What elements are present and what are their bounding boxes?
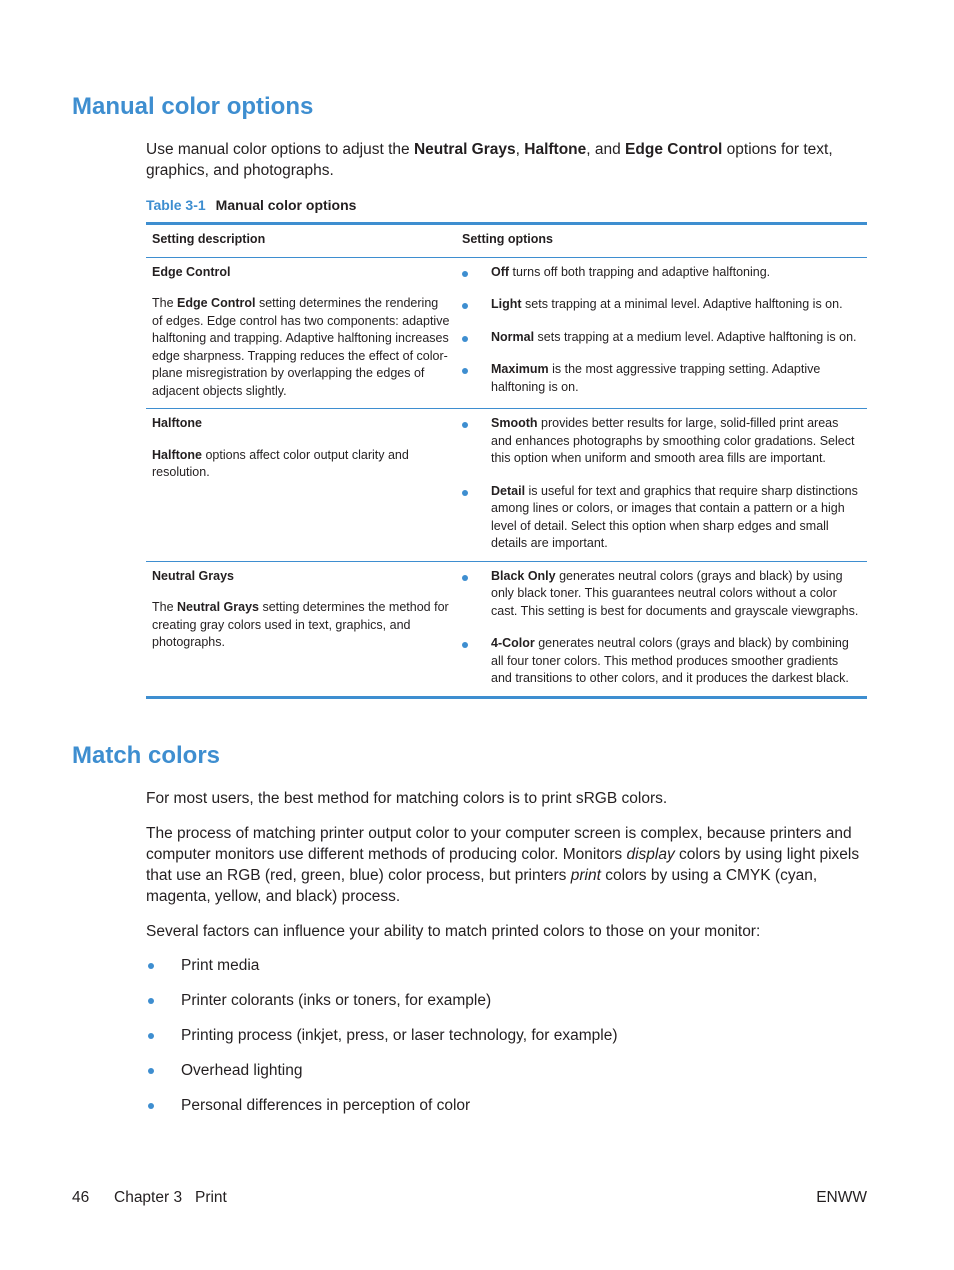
- setting-description: Halftone options affect color output clarity and resolution.: [152, 447, 409, 479]
- section-title-manual-color-options: Manual color options: [72, 93, 314, 120]
- option-item: 4-Color generates neutral colors (grays and black) by combining all four toner colors. This method produces smoother gradients and transitions to other colors, and it produces the darkest black.: [462, 635, 861, 688]
- options-list: [462, 568, 861, 688]
- option-item: Black Only generates neutral colors (grays and black) by using only black toner. This guarantees neutral colors without a color cast. This setting is best for documents and grayscale viewgraphs.: [462, 568, 861, 621]
- options-list: [462, 264, 861, 397]
- chapter-label: Chapter 3 Print: [114, 1189, 227, 1206]
- bullet-icon: [462, 368, 468, 374]
- bullet-icon: [148, 1033, 154, 1039]
- setting-options-cell: [456, 409, 867, 562]
- match-colors-paragraph-2: The process of matching printer output color to your computer screen is complex, because printers and computer monitors use different methods of producing color. Monitors display colors by using light pixels that use an RGB (red, green, blue) color process, but printers print colors by using a CMYK (cyan, magenta, yellow, and black) process.: [146, 825, 860, 905]
- setting-name: Edge Control: [152, 264, 231, 279]
- manual-color-intro: Use manual color options to adjust the Neutral Grays, Halftone, and Edge Control options for text, graphics, and photographs.: [146, 141, 833, 179]
- bullet-icon: [462, 422, 468, 428]
- list-item: Personal differences in perception of color: [146, 1095, 617, 1116]
- options-list: [462, 415, 861, 553]
- bullet-icon: [148, 963, 154, 969]
- table-row: [146, 409, 867, 562]
- option-item: Detail is useful for text and graphics that require sharp distinctions among lines or colors, or images that contain a pattern or a high level of detail. Select this option when sharp edges and small details are important.: [462, 483, 861, 553]
- manual-color-options-table: [146, 222, 867, 699]
- bullet-icon: [462, 271, 468, 277]
- list-item: Printing process (inkjet, press, or laser technology, for example): [146, 1025, 617, 1046]
- bullet-icon: [462, 336, 468, 342]
- table-number: Table 3-1: [146, 197, 206, 213]
- bullet-icon: [148, 998, 154, 1004]
- table-row: [146, 257, 867, 409]
- page-number: 46: [72, 1189, 90, 1206]
- setting-description-cell: [146, 409, 456, 562]
- match-colors-paragraph-3: Several factors can influence your ability to match printed colors to those on your monitor:: [146, 923, 761, 940]
- option-item: Normal sets trapping at a medium level. Adaptive halftoning is on.: [462, 329, 861, 347]
- bullet-icon: [462, 642, 468, 648]
- table-title: Manual color options: [215, 197, 357, 213]
- setting-name: Halftone: [152, 416, 202, 430]
- table-row: [146, 561, 867, 697]
- bullet-icon: [148, 1068, 154, 1074]
- factors-list: [146, 955, 617, 1130]
- bullet-icon: [462, 575, 468, 581]
- bullet-icon: [462, 490, 468, 496]
- table-header-row: [146, 224, 867, 258]
- option-item: Off turns off both trapping and adaptive halftoning.: [462, 264, 861, 282]
- column-header-options: Setting options: [456, 224, 867, 258]
- option-item: Light sets trapping at a minimal level. Adaptive halftoning is on.: [462, 296, 861, 314]
- option-item: Smooth provides better results for large, solid-filled print areas and enhances photographs by smoothing color gradations. Select this option when uniform and smooth area fills are important.: [462, 415, 861, 468]
- match-colors-paragraph-1: For most users, the best method for matching colors is to print sRGB colors.: [146, 790, 668, 807]
- setting-description-cell: [146, 257, 456, 409]
- list-item: Printer colorants (inks or toners, for example): [146, 990, 617, 1011]
- column-header-description: Setting description: [146, 224, 456, 258]
- setting-description: The Neutral Grays setting determines the method for creating gray colors used in text, graphics, and photographs.: [152, 600, 449, 649]
- table-caption: [146, 197, 356, 213]
- footer-doc-code: ENWW: [816, 1189, 867, 1206]
- setting-options-cell: [456, 561, 867, 697]
- bullet-icon: [148, 1103, 154, 1109]
- section-title-match-colors: Match colors: [72, 742, 221, 769]
- setting-description: The Edge Control setting determines the rendering of edges. Edge control has two components: adaptive halftoning and trapping. Adaptive halftoning increases edge sharpness. Trapping reduces the effect of color-plane misregistration by overlapping the edges of adjacent objects slightly.: [152, 296, 450, 398]
- setting-options-cell: [456, 257, 867, 409]
- setting-description-cell: [146, 561, 456, 697]
- setting-name: Neutral Grays: [152, 568, 234, 583]
- bullet-icon: [462, 303, 468, 309]
- option-item: Maximum is the most aggressive trapping setting. Adaptive halftoning is on.: [462, 361, 861, 396]
- list-item: Overhead lighting: [146, 1060, 617, 1081]
- list-item: Print media: [146, 955, 617, 976]
